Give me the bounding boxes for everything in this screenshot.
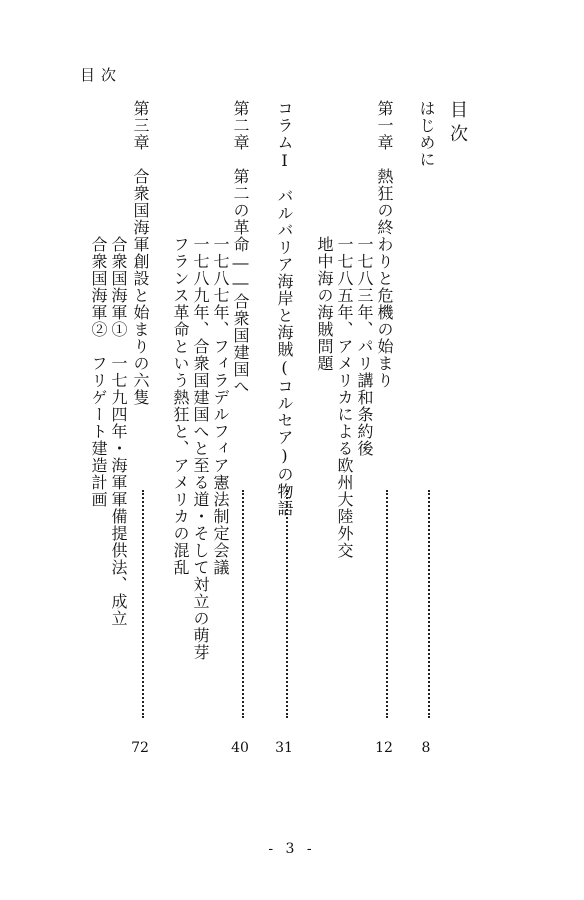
toc-subentry[interactable]: 一七八七年、フィラデルフィア憲法制定会議	[211, 236, 230, 576]
toc-subentry[interactable]: 合衆国海軍② フリゲート建造計画	[89, 236, 108, 508]
toc-subentry[interactable]: 地中海の海賊問題	[315, 236, 334, 372]
toc-entry-column1[interactable]: コラムⅠ バルバリア海岸と海賊(コルセア)の物語	[275, 100, 294, 517]
page-number: 12	[375, 740, 393, 756]
toc-subentry[interactable]: 一七八五年、アメリカによる欧州大陸外交	[335, 236, 354, 559]
page-number: 31	[275, 740, 293, 756]
toc-entry-intro[interactable]: はじめに	[417, 100, 436, 168]
leader-dots	[242, 490, 246, 718]
leader-dots	[286, 490, 290, 718]
toc-subentry[interactable]: 合衆国海軍① 一七九四年・海軍軍備提供法、成立	[109, 236, 128, 627]
page-number: 8	[421, 740, 431, 756]
leader-dots	[386, 490, 390, 718]
toc-subentry[interactable]: 一七八三年、パリ講和条約後	[355, 236, 374, 457]
page-footer: - 3 -	[268, 841, 316, 857]
toc-title: 目次	[447, 100, 468, 148]
toc-entry-chapter2[interactable]: 第二章 第二の革命――合衆国建国へ	[231, 100, 250, 395]
page-number: 40	[231, 740, 249, 756]
page-number: 72	[131, 740, 149, 756]
leader-dots	[142, 490, 146, 718]
running-header: 目次	[80, 66, 123, 84]
toc-subentry[interactable]: フランス革命という熱狂と、アメリカの混乱	[171, 236, 190, 576]
toc-entry-chapter1[interactable]: 第一章 熱狂の終わりと危機の始まり	[375, 100, 394, 389]
leader-dots	[428, 490, 432, 718]
toc-entry-chapter3[interactable]: 第三章 合衆国海軍創設と始まりの六隻	[131, 100, 150, 406]
toc-subentry[interactable]: 一七八九年、合衆国建国へと至る道・そして対立の萌芽	[191, 236, 210, 661]
